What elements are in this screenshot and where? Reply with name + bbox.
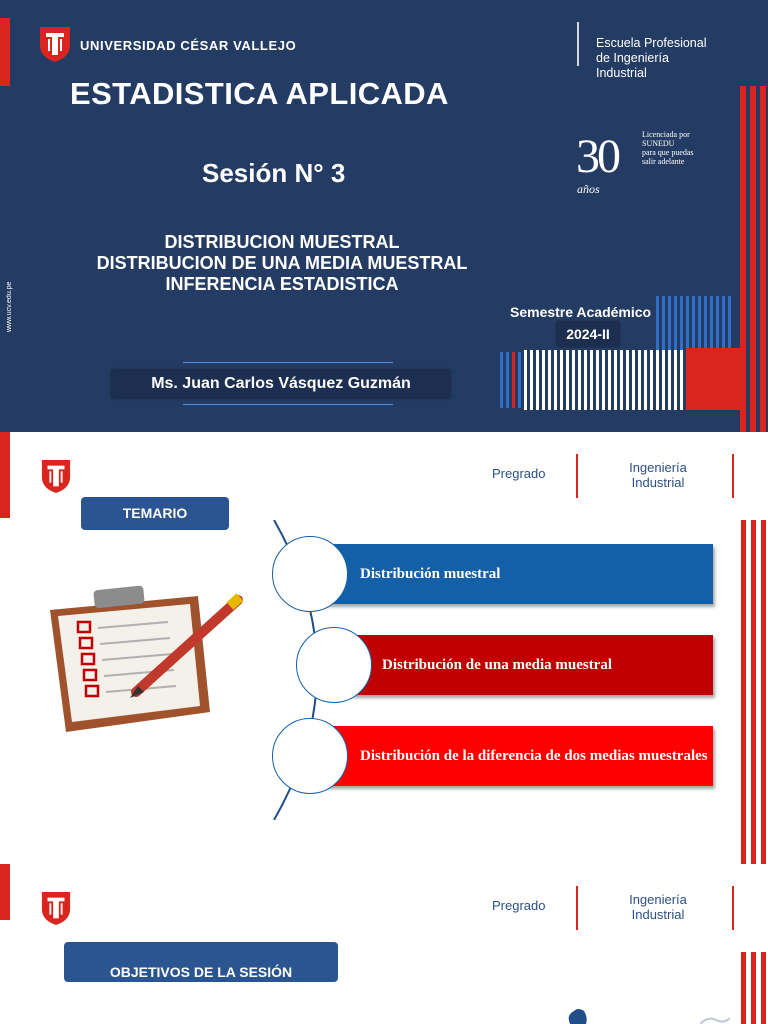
agenda-item-diferencia-medias: Distribución de la diferencia de dos medias muestrales xyxy=(320,726,713,786)
licensing-line: salir adelante xyxy=(642,157,685,166)
header-divider xyxy=(576,886,578,930)
licensing-line: Licenciada por xyxy=(642,130,690,139)
decorative-wave xyxy=(700,1016,730,1024)
program-line: Industrial xyxy=(631,907,685,922)
website-url: www.ucv.edu.pe xyxy=(6,281,13,332)
ucv-logo-icon xyxy=(40,890,72,926)
agenda-bullet-circle xyxy=(272,536,348,612)
ucv-logo-icon xyxy=(40,458,72,494)
decorative-stripes xyxy=(500,86,768,432)
agenda-slide xyxy=(0,432,768,864)
topic-line: INFERENCIA ESTADISTICA xyxy=(165,274,399,294)
program-name xyxy=(616,460,700,490)
header-divider xyxy=(576,454,578,498)
topic-line: DISTRIBUCION DE UNA MEDIA MUESTRAL xyxy=(96,253,468,273)
licensing-line: SUNEDU xyxy=(642,139,675,148)
decorative-red-stripes xyxy=(740,520,768,864)
decorative-red-stripes xyxy=(740,952,768,1024)
anniversary-number: 30 xyxy=(576,130,618,183)
header-divider xyxy=(732,454,734,498)
objectives-slide xyxy=(0,864,768,1024)
header-divider xyxy=(577,22,579,66)
checklist-clipboard-icon xyxy=(38,582,248,742)
course-title: ESTADISTICA APLICADA xyxy=(70,76,449,111)
agenda-item-media-muestral: Distribución de una media muestral xyxy=(350,635,713,695)
pregrado-label: Pregrado xyxy=(492,466,546,481)
licensing-line: para que puedas xyxy=(642,148,694,157)
school-line: Escuela Profesional xyxy=(596,36,707,50)
red-accent-bar xyxy=(0,432,10,518)
session-topics xyxy=(40,232,524,295)
agenda-bullet-circle xyxy=(296,627,372,703)
school-line: Industrial xyxy=(596,66,647,80)
program-line: Industrial xyxy=(631,475,685,490)
pregrado-label: Pregrado xyxy=(492,898,546,913)
temario-heading: TEMARIO xyxy=(81,497,229,530)
header-divider xyxy=(732,886,734,930)
semester-label: Semestre Académico xyxy=(510,304,652,320)
presenter-line-top xyxy=(183,362,393,363)
presenter-name: Ms. Juan Carlos Vásquez Guzmán xyxy=(112,370,450,398)
red-accent-bar xyxy=(0,18,10,86)
anniversary-word: años xyxy=(577,182,600,196)
program-line: Ingeniería xyxy=(629,460,687,475)
program-line: Ingeniería xyxy=(629,892,687,907)
school-line: de Ingeniería xyxy=(596,51,669,65)
semester-value: 2024-II xyxy=(557,322,619,346)
decorative-blue-shape xyxy=(566,1007,588,1024)
session-number: Sesión N° 3 xyxy=(202,158,346,188)
topic-line: DISTRIBUCION MUESTRAL xyxy=(164,232,400,252)
objectives-heading: OBJETIVOS DE LA SESIÓN xyxy=(64,942,338,982)
red-accent-bar xyxy=(0,864,10,920)
presenter-line-bottom xyxy=(183,404,393,405)
program-name xyxy=(616,892,700,922)
agenda-bullet-circle xyxy=(272,718,348,794)
university-name: UNIVERSIDAD CÉSAR VALLEJO xyxy=(80,38,297,53)
school-name xyxy=(596,36,746,81)
agenda-item-distribucion-muestral: Distribución muestral xyxy=(320,544,713,604)
title-slide xyxy=(0,0,768,432)
ucv-logo-icon xyxy=(38,25,72,63)
